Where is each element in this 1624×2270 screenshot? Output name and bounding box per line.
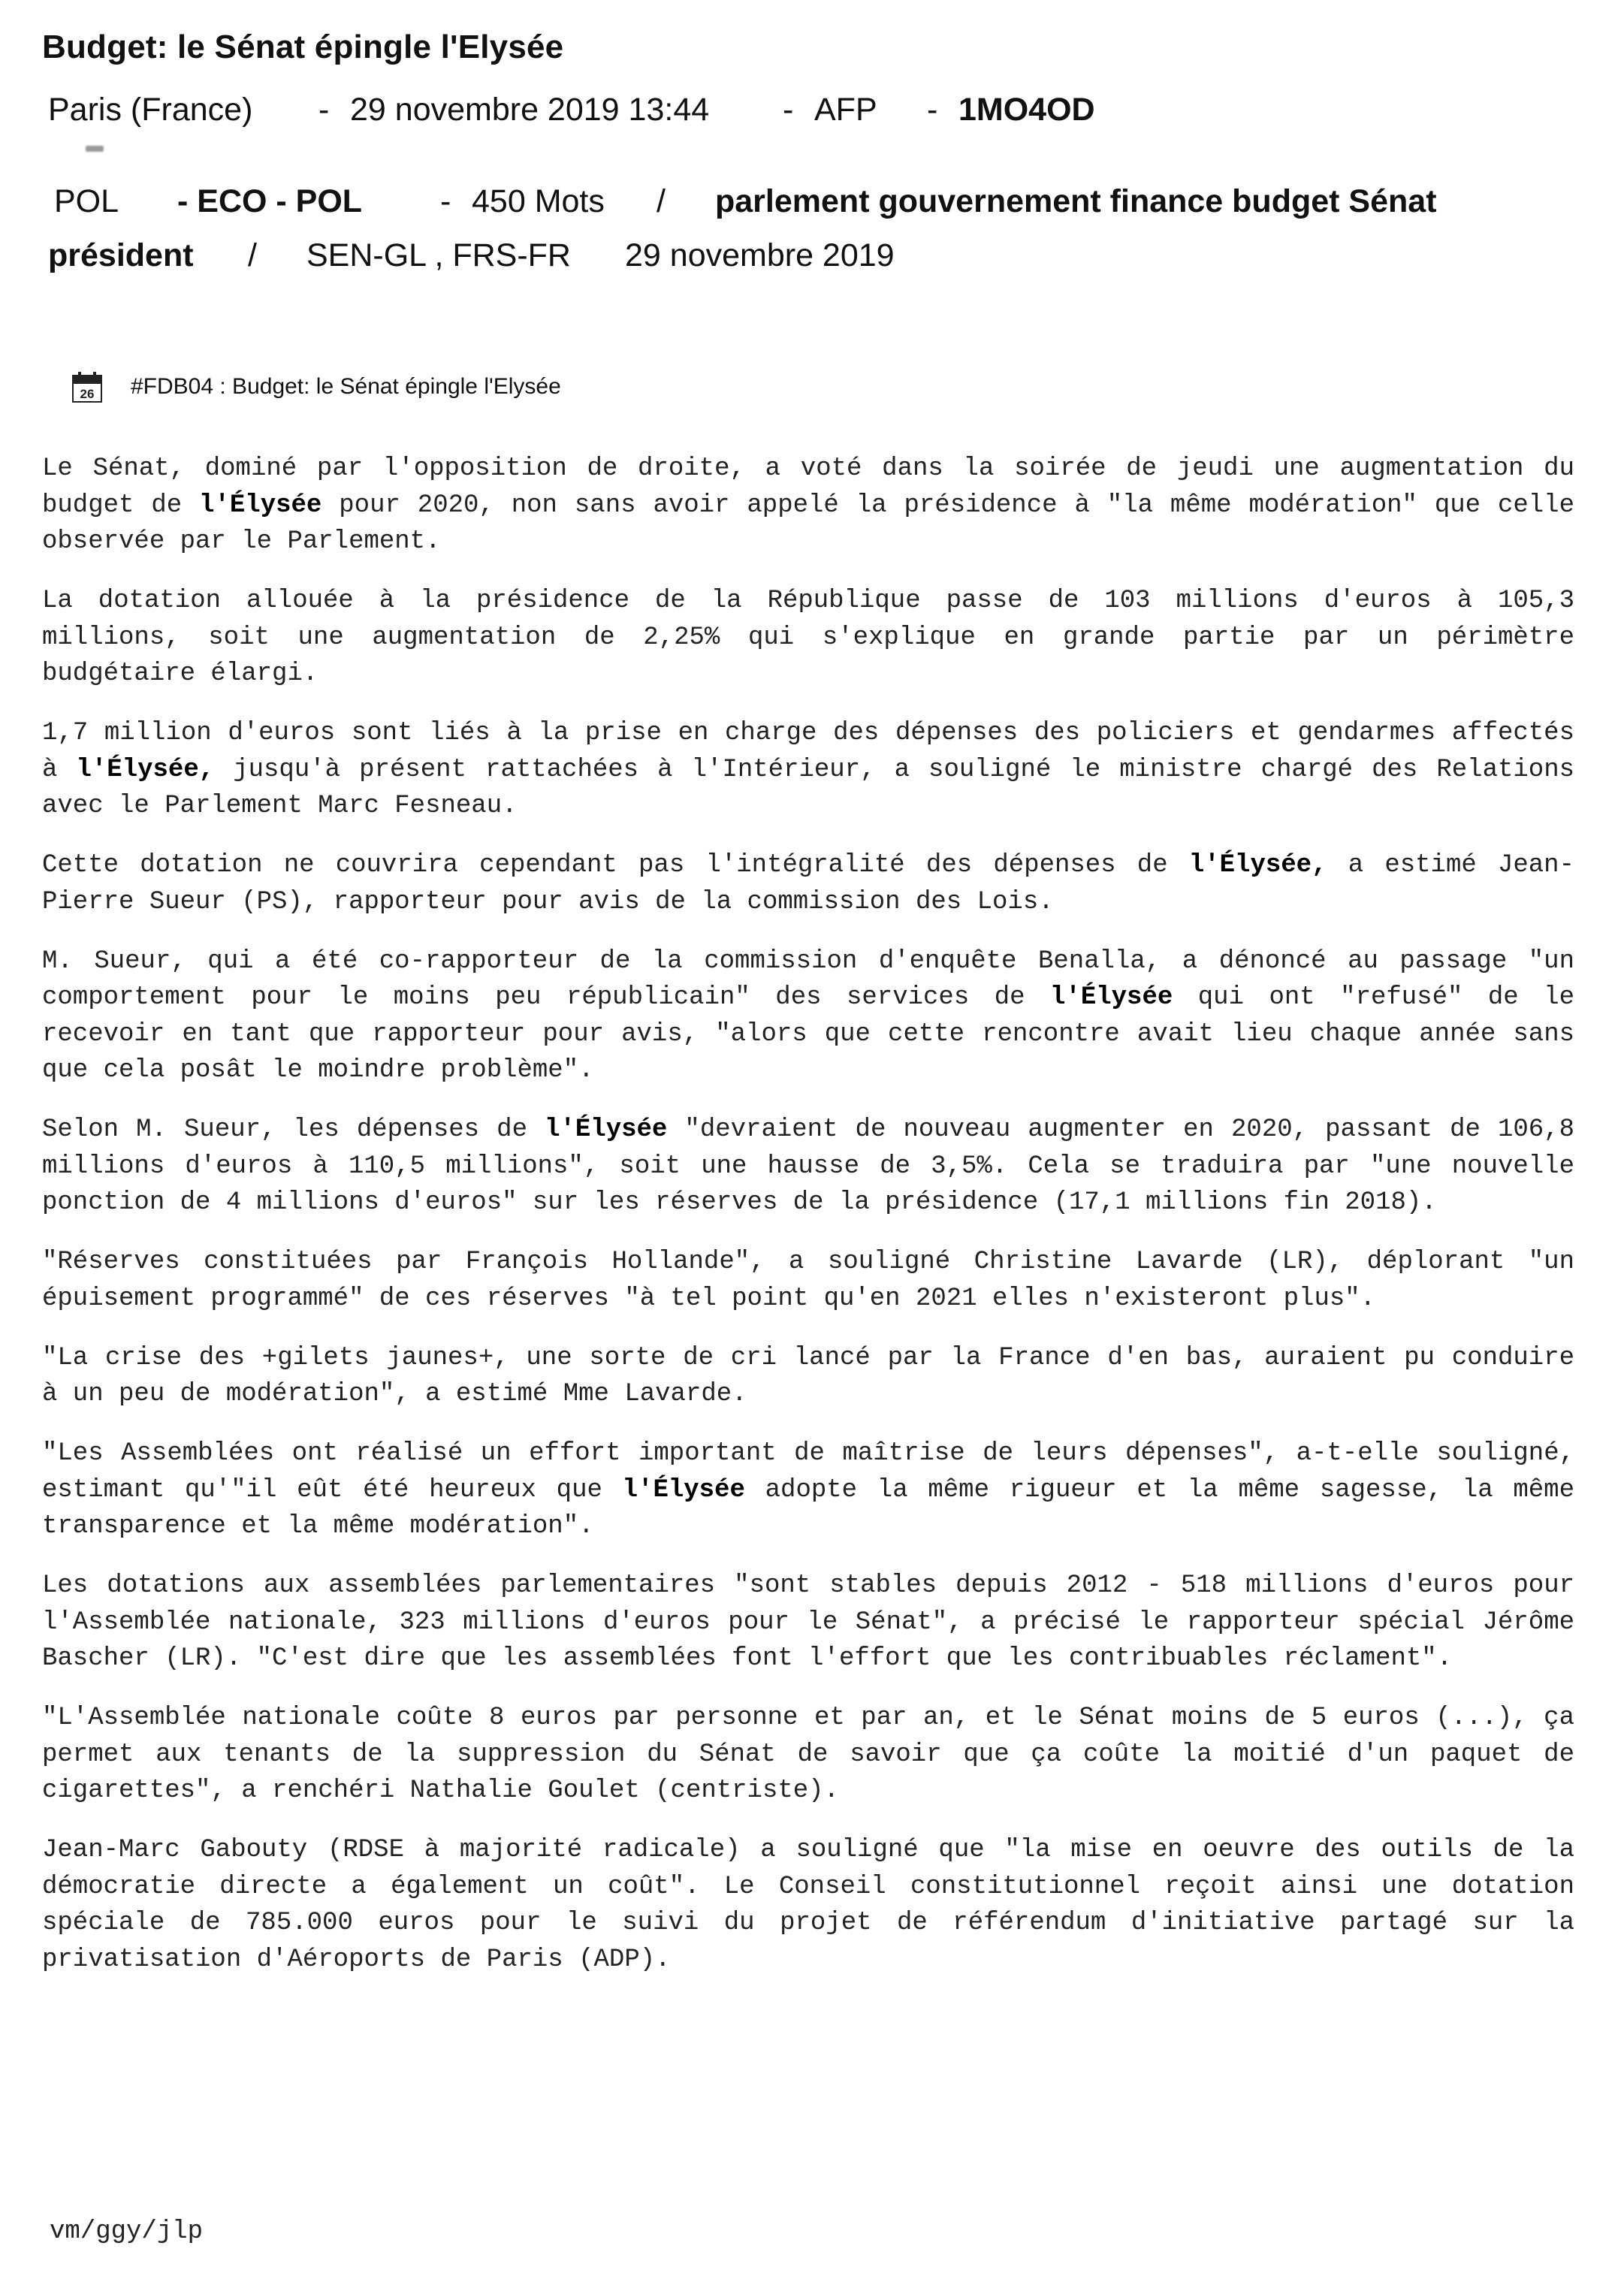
meta-ref-id: 1MO4OD [958,92,1095,128]
article-paragraph [42,943,1574,1089]
paragraph-text: adopte la même rigueur et la même sagesse, la même transparence et la même modération". [42,1475,1574,1541]
meta-codes: SEN-GL , FRS-FR [306,237,571,273]
paragraph-text: 1,7 million d'euros sont liés à la prise en charge des dépenses des policiers et gendarmes affectés à [42,719,1574,784]
meta-keywords: parlement gouvernement finance budget Sénat [715,183,1437,219]
author-signature: vm/ggy/jlp [50,2217,204,2246]
article-paragraph [42,451,1574,560]
dispatch-label: #FDB04 : Budget: le Sénat épingle l'Elysée [131,374,561,399]
highlighted-term: l'Élysée [1050,983,1173,1012]
paragraph-text: Jean-Marc Gabouty (RDSE à majorité radicale) a souligné que "la mise en oeuvre des outils de la démocratie directe a également un coût". Le Conseil constitutionnel reçoit ainsi une dotation spéciale de 785.000 euros pour le suivi du projet de référendum d'initiative partagé sur la privatisation d'Aéroports de Paris (ADP). [42,1836,1574,1974]
page-title: Budget: le Sénat épingle l'Elysée [42,29,564,65]
paragraph-text: "L'Assemblée nationale coûte 8 euros par personne et par an, et le Sénat moins de 5 euros (...), ça permet aux tenants de la suppression du Sénat de savoir que ça coûte la moitié d'un paquet de cigarettes", a renchéri Nathalie Goulet (centriste). [42,1704,1574,1805]
meta-datetime: 29 novembre 2019 13:44 [350,92,710,128]
article-paragraph [42,1112,1574,1221]
article-paragraph [42,1568,1574,1677]
paragraph-text: a estimé Jean-Pierre Sueur (PS), rapporteur pour avis de la commission des Lois. [42,851,1574,916]
meta-rubric: POL [54,183,119,219]
meta-location: Paris (France) [48,92,253,128]
article-paragraph [42,1700,1574,1810]
meta-rubric-codes: - ECO - POL [177,183,363,219]
paragraph-text: Cette dotation ne couvrira cependant pas l'intégralité des dépenses de [42,851,1189,880]
paragraph-text: M. Sueur, qui a été co-rapporteur de la commission d'enquête Benalla, a dénoncé au passage "un comportement pour le moins peu républicain" des services de [42,946,1574,1012]
meta-agency: AFP [814,92,877,128]
paragraph-text: "Réserves constituées par François Hollande", a souligné Christine Lavarde (LR), déplorant "un épuisement programmé" de ces réserves "à tel point qu'en 2021 elles n'existeront plus". [42,1248,1574,1313]
highlighted-term: l'Élysée [199,491,322,520]
article-body [42,451,1574,2001]
meta-separator: - [783,92,794,128]
article-paragraph [42,1832,1574,1978]
article-paragraph [42,1340,1574,1413]
paragraph-text: Selon M. Sueur, les dépenses de [42,1115,545,1144]
meta-separator: / [657,183,666,219]
scan-smudge [86,146,104,152]
highlighted-term: l'Élysée [545,1115,668,1144]
paragraph-text: "Les Assemblées ont réalisé un effort important de maîtrise de leurs dépenses", a-t-elle souligné, estimant qu'"il eût été heureux que [42,1439,1574,1505]
meta-keywords-cont: président [48,237,194,273]
paragraph-text: "La crise des +gilets jaunes+, une sorte de cri lancé par la France d'en bas, auraient pu conduire à un peu de modération", a estimé Mme Lavarde. [42,1343,1574,1408]
svg-text:26: 26 [80,387,95,401]
paragraph-text: "devraient de nouveau augmenter en 2020, passant de 106,8 millions d'euros à 110,5 millions", soit une hausse de 3,5%. Cela se traduira par "une nouvelle ponction de 4 millions d'euros" sur les réserves de la présidence (17,1 millions fin 2018). [42,1115,1574,1217]
paragraph-text: pour 2020, non sans avoir appelé la présidence à "la même modération" que celle observée par le Parlement. [42,491,1574,556]
paragraph-text: Les dotations aux assemblées parlementaires "sont stables depuis 2012 - 518 millions d'euros pour l'Assemblée nationale, 323 millions d'euros pour le Sénat", a précisé le rapporteur spécial Jérôme Bascher (LR). "C'est dire que les assemblées font l'effort que les contribuables réclament". [42,1571,1574,1673]
highlighted-term: l'Élysée, [76,755,215,784]
paragraph-text: Le Sénat, dominé par l'opposition de droite, a voté dans la soirée de jeudi une augmentation du budget de [42,454,1574,520]
highlighted-term: l'Élysée [622,1475,745,1505]
article-paragraph [42,583,1574,693]
highlighted-term: l'Élysée, [1188,851,1327,880]
article-paragraph [42,715,1574,825]
article-paragraph [42,1435,1574,1545]
calendar-icon [72,371,102,403]
paragraph-text: qui ont "refusé" de le recevoir en tant que rapporteur pour avis, "alors que cette rencontre avait lieu chaque année sans que cela posât le moindre problème". [42,983,1574,1085]
meta-separator: - [318,92,330,128]
meta-separator: - [927,92,938,128]
meta-separator: / [248,237,257,273]
paragraph-text: La dotation allouée à la présidence de la République passe de 103 millions d'euros à 105,3 millions, soit une augmentation de 2,25% qui s'explique en grande partie par un périmètre budgétaire élargi. [42,587,1574,688]
article-paragraph [42,1244,1574,1317]
meta-separator: - [440,183,451,219]
article-paragraph [42,847,1574,920]
meta-date: 29 novembre 2019 [625,237,895,273]
meta-word-count: 450 Mots [472,183,605,219]
paragraph-text: jusqu'à présent rattachées à l'Intérieur, a souligné le ministre chargé des Relations avec le Parlement Marc Fesneau. [42,755,1575,820]
